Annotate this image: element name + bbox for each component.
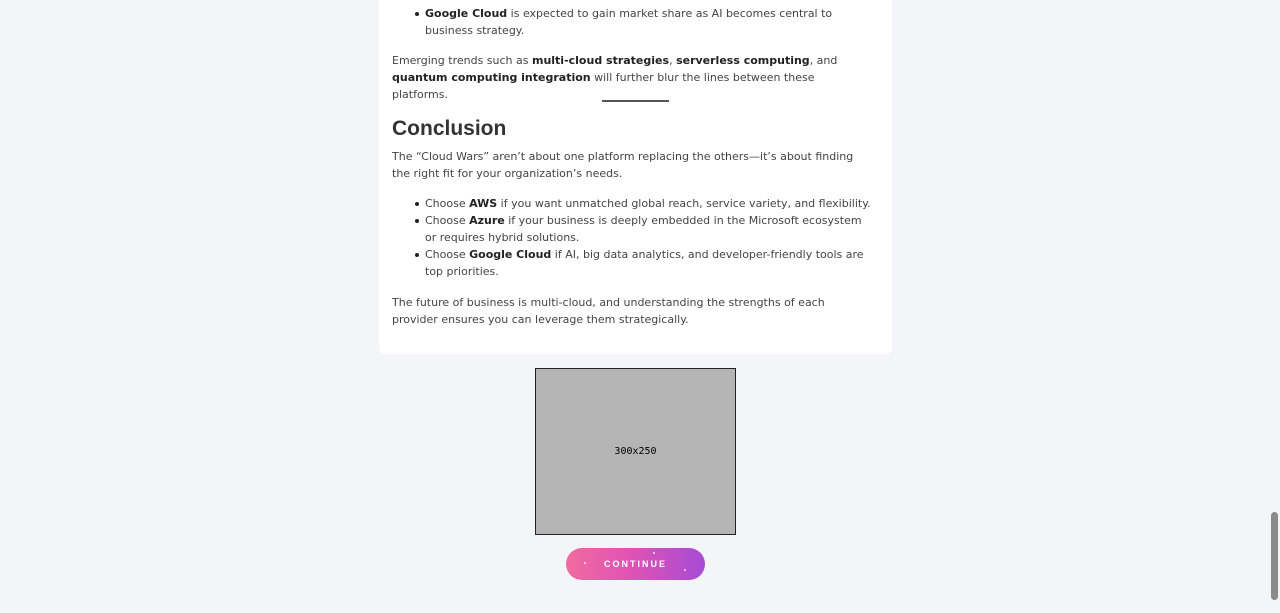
sparkle-icon [584,562,586,564]
choice-prefix: Choose [425,248,470,261]
scrollbar-track[interactable] [1268,0,1280,613]
sparkle-icon [684,569,686,571]
scrollbar-thumb[interactable] [1271,512,1278,600]
emerging-trends-paragraph [392,52,872,103]
emerging-bold-multi-cloud: multi-cloud strategies [531,54,670,67]
emerging-sep: , and [809,54,838,67]
emerging-prefix: Emerging trends such as [392,54,532,67]
list-item [392,195,872,212]
choice-list [392,195,872,280]
sparkle-icon [653,552,655,554]
list-item-bold: Google Cloud [425,7,508,20]
continue-button-label: CONTINUE [604,559,667,569]
trend-list [392,5,862,39]
conclusion-intro: The “Cloud Wars” aren’t about one platform replacing the others—it’s about finding the right fit for your organization’s needs. [392,150,854,180]
choice-text: if you want unmatched global reach, service variety, and flexibility. [497,197,871,210]
emerging-suffix: will further blur the lines between these platforms. [392,71,815,101]
choice-bold: Google Cloud [469,248,552,261]
choice-bold: Azure [469,214,505,227]
list-item-text: is expected to gain market share as AI becomes central to business strategy. [425,7,833,37]
choice-text: if your business is deeply embedded in the Microsoft ecosystem or requires hybrid solutions. [425,214,862,244]
list-item [392,5,862,39]
conclusion-heading: Conclusion [392,117,507,140]
ad-placeholder[interactable] [535,368,736,535]
choice-bold: AWS [469,197,498,210]
list-item [392,212,872,246]
emerging-sep: , [669,54,677,67]
choice-text: if AI, big data analytics, and developer-friendly tools are top priorities. [425,248,864,278]
list-item [392,246,872,280]
emerging-bold-serverless: serverless computing [676,54,810,67]
article-card [379,0,892,354]
choice-prefix: Choose [425,214,470,227]
choice-prefix: Choose [425,197,470,210]
closing-paragraph: The future of business is multi-cloud, and understanding the strengths of each provider ensures you can leverage them strategically. [392,296,825,326]
ad-size-label: 300x250 [614,446,657,457]
section-divider [602,100,669,102]
continue-button[interactable] [566,548,705,580]
emerging-bold-quantum: quantum computing integration [392,71,591,84]
